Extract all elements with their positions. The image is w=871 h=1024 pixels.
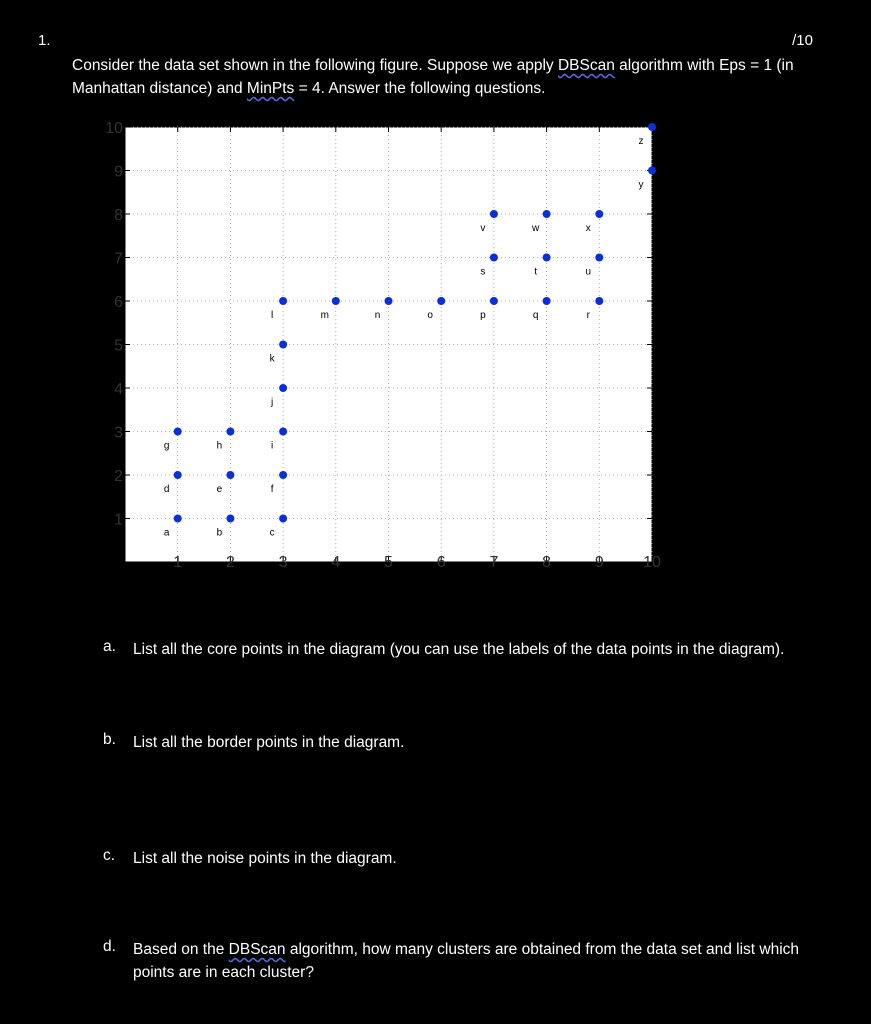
data-point-v xyxy=(490,210,498,218)
y-tick-label: 9 xyxy=(114,163,123,181)
part-a-text: List all the core points in the diagram (you can use the labels of the data points in the diagram). xyxy=(133,641,785,658)
x-tick-label: 7 xyxy=(489,554,499,571)
data-point-i xyxy=(279,428,287,436)
intro-text-start: Consider the data set shown in the following figure. Suppose we apply xyxy=(72,57,558,74)
intro-dbscan-term: DBScan xyxy=(557,57,615,74)
part-c-text: List all the noise points in the diagram. xyxy=(133,850,397,867)
part-d-text-start: Based on the xyxy=(133,941,229,958)
y-tick-label: 10 xyxy=(105,120,123,137)
data-point-f xyxy=(279,471,287,479)
x-tick-label: 4 xyxy=(331,554,341,571)
point-label-s: s xyxy=(480,266,486,278)
data-point-b xyxy=(226,515,234,523)
data-point-r xyxy=(595,297,603,305)
y-tick-label: 5 xyxy=(114,337,123,355)
data-point-z xyxy=(648,123,656,131)
part-a xyxy=(103,638,843,662)
point-label-c: c xyxy=(269,527,275,539)
data-point-k xyxy=(279,341,287,349)
data-point-q xyxy=(543,297,551,305)
point-label-i: i xyxy=(270,440,274,452)
part-c-label: c. xyxy=(103,847,116,864)
point-label-x: x xyxy=(585,223,591,234)
data-point-l xyxy=(279,297,287,305)
y-tick-label: 6 xyxy=(114,294,123,311)
y-tick-label: 1 xyxy=(114,511,123,529)
x-tick-label: 8 xyxy=(542,554,552,571)
point-label-p: p xyxy=(480,310,486,321)
part-d xyxy=(103,938,843,988)
data-point-s xyxy=(490,254,498,262)
part-d-text-end: algorithm, how many clusters are obtained from the data set and list which points are in each cluster? xyxy=(133,941,800,981)
data-point-e xyxy=(226,471,234,479)
intro-minpts-term: MinPts xyxy=(246,80,295,97)
question-number: 1. xyxy=(38,32,51,49)
part-b-text: List all the border points in the diagram. xyxy=(133,734,405,751)
scatter-chart xyxy=(97,120,667,580)
x-tick-label: 1 xyxy=(173,554,183,571)
point-label-v: v xyxy=(480,223,486,234)
point-label-e: e xyxy=(216,484,223,495)
plot-area xyxy=(125,127,652,562)
point-label-b: b xyxy=(216,527,223,539)
point-label-m: m xyxy=(320,310,329,321)
part-c xyxy=(103,847,843,871)
point-label-n: n xyxy=(374,310,381,321)
point-label-f: f xyxy=(270,484,274,495)
point-label-g: g xyxy=(163,440,170,452)
question-intro xyxy=(72,54,832,100)
x-tick-label: 9 xyxy=(594,554,604,571)
point-label-t: t xyxy=(534,266,537,278)
point-label-j: j xyxy=(270,397,274,408)
data-point-t xyxy=(543,254,551,262)
x-tick-label: 3 xyxy=(278,554,288,571)
x-tick-label: 10 xyxy=(643,554,661,571)
data-point-x xyxy=(595,210,603,218)
data-point-j xyxy=(279,384,287,392)
data-point-h xyxy=(226,428,234,436)
data-point-u xyxy=(595,254,603,262)
y-tick-label: 3 xyxy=(114,424,123,442)
y-tick-label: 7 xyxy=(114,250,123,268)
part-b xyxy=(103,731,843,755)
intro-text-end: = 4. Answer the following questions. xyxy=(294,80,546,97)
point-label-h: h xyxy=(216,440,223,452)
part-d-text xyxy=(133,938,833,984)
y-tick-label: 2 xyxy=(114,468,123,485)
data-point-m xyxy=(332,297,340,305)
x-tick-label: 5 xyxy=(384,554,393,571)
point-label-y: y xyxy=(638,179,644,191)
point-label-o: o xyxy=(427,310,433,321)
data-point-w xyxy=(543,210,551,218)
point-label-u: u xyxy=(585,266,592,278)
data-point-c xyxy=(279,515,287,523)
question-score: /10 xyxy=(792,32,813,49)
data-point-g xyxy=(174,428,182,436)
data-point-a xyxy=(174,515,182,523)
point-label-k: k xyxy=(269,353,275,365)
data-point-p xyxy=(490,297,498,305)
part-a-label: a. xyxy=(103,638,116,655)
y-tick-label: 8 xyxy=(114,207,123,224)
part-d-dbscan-term: DBScan xyxy=(228,941,286,958)
intro-text-middle: algorithm with Eps = 1 (in Manhattan distance) and xyxy=(72,57,794,97)
point-label-r: r xyxy=(586,310,590,321)
point-label-z: z xyxy=(638,136,644,147)
point-label-d: d xyxy=(163,484,170,495)
data-point-n xyxy=(385,297,393,305)
data-point-o xyxy=(437,297,445,305)
part-d-label: d. xyxy=(103,938,116,955)
point-label-l: l xyxy=(270,310,274,321)
point-label-w: w xyxy=(531,223,540,234)
data-point-y xyxy=(648,167,656,175)
x-tick-label: 6 xyxy=(436,554,446,571)
data-point-d xyxy=(174,471,182,479)
x-tick-label: 2 xyxy=(225,554,235,571)
point-label-a: a xyxy=(163,527,170,539)
part-b-label: b. xyxy=(103,731,116,748)
point-label-q: q xyxy=(532,310,539,321)
y-tick-label: 4 xyxy=(114,381,123,398)
